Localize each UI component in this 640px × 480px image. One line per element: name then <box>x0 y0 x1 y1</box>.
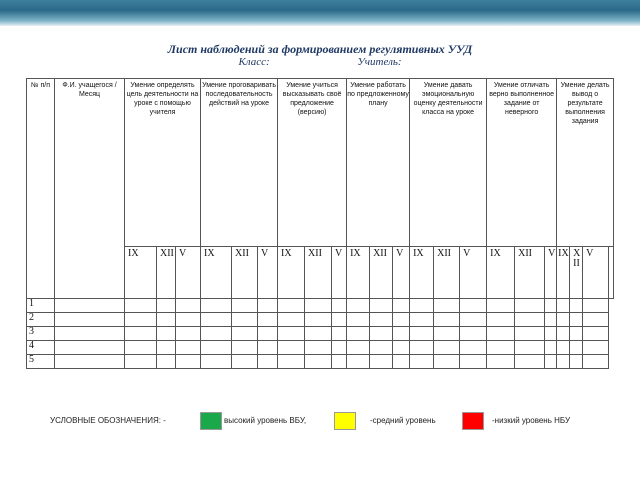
observation-cell[interactable] <box>278 299 305 313</box>
observation-cell[interactable] <box>232 355 258 369</box>
observation-cell[interactable] <box>487 355 515 369</box>
observation-cell[interactable] <box>370 313 393 327</box>
observation-cell[interactable] <box>460 355 487 369</box>
observation-cell[interactable] <box>545 327 557 341</box>
legend-mid-label: -средний уровень <box>370 416 436 425</box>
observation-cell[interactable] <box>157 313 176 327</box>
observation-cell[interactable] <box>557 299 570 313</box>
observation-cell[interactable] <box>434 299 460 313</box>
student-name-cell[interactable] <box>55 341 125 355</box>
row-number: 3 <box>27 327 55 341</box>
legend-swatch-mid <box>334 412 356 430</box>
student-name-cell[interactable] <box>55 355 125 369</box>
observation-cell[interactable] <box>370 299 393 313</box>
month-header: IX <box>487 247 515 299</box>
month-header: IX <box>201 247 232 299</box>
student-name-header: Ф.И. учащегося /Месяц <box>55 79 125 299</box>
month-header: V <box>583 247 609 299</box>
observation-cell[interactable] <box>515 327 545 341</box>
observation-cell[interactable] <box>557 355 570 369</box>
month-header: XII <box>305 247 332 299</box>
observation-cell[interactable] <box>258 299 278 313</box>
legend-swatch-low <box>462 412 484 430</box>
observation-cell[interactable] <box>232 341 258 355</box>
month-header: V <box>393 247 410 299</box>
observation-cell[interactable] <box>583 327 609 341</box>
month-header: XII <box>515 247 545 299</box>
observation-cell[interactable] <box>393 313 410 327</box>
student-name-cell[interactable] <box>55 313 125 327</box>
skill-header: Умение делать вывод о результате выполнения задания <box>557 79 614 247</box>
observation-cell[interactable] <box>347 313 370 327</box>
observation-cell[interactable] <box>332 299 347 313</box>
observation-cell[interactable] <box>393 341 410 355</box>
observation-cell[interactable] <box>157 355 176 369</box>
observation-cell[interactable] <box>570 341 583 355</box>
month-header: V <box>176 247 201 299</box>
row-number: 1 <box>27 299 55 313</box>
observation-cell[interactable] <box>332 355 347 369</box>
observation-cell[interactable] <box>434 341 460 355</box>
observation-cell[interactable] <box>157 299 176 313</box>
month-header: V <box>460 247 487 299</box>
skill-header: Умение определять цель деятельности на уроке с помощью учителя <box>125 79 201 247</box>
class-label: Класс: <box>238 56 270 68</box>
observation-cell[interactable] <box>370 355 393 369</box>
row-number: 4 <box>27 341 55 355</box>
observation-cell[interactable] <box>570 327 583 341</box>
month-header: IX <box>278 247 305 299</box>
observation-cell[interactable] <box>393 299 410 313</box>
observation-table <box>26 78 614 369</box>
observation-cell[interactable] <box>201 313 232 327</box>
observation-cell[interactable] <box>515 299 545 313</box>
skill-header: Умение проговаривать последовательность действий на уроке <box>201 79 278 247</box>
observation-cell[interactable] <box>583 313 609 327</box>
observation-cell[interactable] <box>332 313 347 327</box>
skill-header: Умение давать эмоциональную оценку деятельности класса на уроке <box>410 79 487 247</box>
observation-cell[interactable] <box>176 299 201 313</box>
row-number: 5 <box>27 355 55 369</box>
observation-cell[interactable] <box>157 341 176 355</box>
month-header: IX <box>557 247 570 299</box>
observation-cell[interactable] <box>515 313 545 327</box>
table-row <box>27 327 614 341</box>
legend-low-label: -низкий уровень НБУ <box>492 416 571 425</box>
month-header: XII <box>370 247 393 299</box>
legend <box>50 412 630 432</box>
observation-cell[interactable] <box>545 341 557 355</box>
observation-cell[interactable] <box>410 313 434 327</box>
observation-cell[interactable] <box>201 355 232 369</box>
observation-cell[interactable] <box>515 355 545 369</box>
observation-cell[interactable] <box>157 327 176 341</box>
observation-cell[interactable] <box>332 327 347 341</box>
observation-cell[interactable] <box>370 327 393 341</box>
observation-cell[interactable] <box>258 313 278 327</box>
observation-cell[interactable] <box>410 341 434 355</box>
observation-cell[interactable] <box>125 313 157 327</box>
observation-cell[interactable] <box>176 341 201 355</box>
observation-cell[interactable] <box>258 355 278 369</box>
top-decorative-band <box>0 0 640 26</box>
observation-cell[interactable] <box>393 355 410 369</box>
observation-cell[interactable] <box>583 341 609 355</box>
observation-cell[interactable] <box>201 327 232 341</box>
observation-cell[interactable] <box>487 327 515 341</box>
observation-cell[interactable] <box>201 341 232 355</box>
observation-cell[interactable] <box>332 341 347 355</box>
observation-cell[interactable] <box>487 299 515 313</box>
observation-cell[interactable] <box>125 327 157 341</box>
observation-cell[interactable] <box>545 355 557 369</box>
observation-cell[interactable] <box>125 299 157 313</box>
observation-cell[interactable] <box>570 299 583 313</box>
observation-cell[interactable] <box>347 355 370 369</box>
month-header: V <box>258 247 278 299</box>
legend-title: УСЛОВНЫЕ ОБОЗНАЧЕНИЯ: - <box>50 416 166 425</box>
observation-cell[interactable] <box>305 341 332 355</box>
observation-cell[interactable] <box>410 299 434 313</box>
table-row <box>27 299 614 313</box>
observation-cell[interactable] <box>278 355 305 369</box>
month-header: IX <box>410 247 434 299</box>
observation-cell[interactable] <box>460 313 487 327</box>
month-header: V <box>332 247 347 299</box>
teacher-label: Учитель: <box>357 56 402 68</box>
month-header: IX <box>347 247 370 299</box>
skill-header: Умение отличать верно выполненное задание от неверного <box>487 79 557 247</box>
observation-cell[interactable] <box>125 355 157 369</box>
observation-cell[interactable] <box>515 341 545 355</box>
observation-cell[interactable] <box>557 313 570 327</box>
month-header: XII <box>570 247 583 299</box>
observation-cell[interactable] <box>487 341 515 355</box>
observation-cell[interactable] <box>305 313 332 327</box>
month-header: V <box>545 247 557 299</box>
table-row <box>27 355 614 369</box>
observation-cell[interactable] <box>545 299 557 313</box>
observation-cell[interactable] <box>232 299 258 313</box>
month-header: XII <box>434 247 460 299</box>
empty-cell <box>609 247 614 299</box>
observation-cell[interactable] <box>557 327 570 341</box>
observation-cell[interactable] <box>410 355 434 369</box>
observation-cell[interactable] <box>176 355 201 369</box>
month-header: XII <box>157 247 176 299</box>
observation-cell[interactable] <box>201 299 232 313</box>
observation-cell[interactable] <box>305 327 332 341</box>
observation-cell[interactable] <box>347 299 370 313</box>
legend-swatch-high <box>200 412 222 430</box>
observation-cell[interactable] <box>410 327 434 341</box>
observation-cell[interactable] <box>278 313 305 327</box>
table-row <box>27 313 614 327</box>
observation-cell[interactable] <box>370 341 393 355</box>
month-header: XII <box>232 247 258 299</box>
observation-cell[interactable] <box>347 341 370 355</box>
page-subtitle <box>0 56 640 68</box>
observation-cell[interactable] <box>487 313 515 327</box>
observation-cell[interactable] <box>278 327 305 341</box>
observation-cell[interactable] <box>258 327 278 341</box>
observation-cell[interactable] <box>460 341 487 355</box>
observation-cell[interactable] <box>258 341 278 355</box>
observation-cell[interactable] <box>305 299 332 313</box>
observation-cell[interactable] <box>176 313 201 327</box>
number-header: № п/п <box>27 79 55 299</box>
observation-cell[interactable] <box>434 355 460 369</box>
row-number: 2 <box>27 313 55 327</box>
skill-header: Умение работать по предложенному плану <box>347 79 410 247</box>
observation-cell[interactable] <box>570 355 583 369</box>
page-title: Лист наблюдений за формированием регулятивных УУД <box>167 42 473 56</box>
observation-cell[interactable] <box>347 327 370 341</box>
data-rows <box>27 299 614 369</box>
month-header: IX <box>125 247 157 299</box>
observation-cell[interactable] <box>125 341 157 355</box>
observation-cell[interactable] <box>557 341 570 355</box>
observation-cell[interactable] <box>570 313 583 327</box>
observation-cell[interactable] <box>305 355 332 369</box>
observation-cell[interactable] <box>434 313 460 327</box>
observation-cell[interactable] <box>460 299 487 313</box>
table-row <box>27 341 614 355</box>
observation-cell[interactable] <box>176 327 201 341</box>
student-name-cell[interactable] <box>55 327 125 341</box>
observation-cell[interactable] <box>583 355 609 369</box>
observation-cell[interactable] <box>232 313 258 327</box>
observation-cell[interactable] <box>545 313 557 327</box>
student-name-cell[interactable] <box>55 299 125 313</box>
observation-cell[interactable] <box>393 327 410 341</box>
observation-cell[interactable] <box>278 341 305 355</box>
observation-cell[interactable] <box>583 299 609 313</box>
observation-cell[interactable] <box>434 327 460 341</box>
skill-header: Умение учиться высказывать своё предложение (версию) <box>278 79 347 247</box>
observation-cell[interactable] <box>232 327 258 341</box>
observation-cell[interactable] <box>460 327 487 341</box>
legend-high-label: высокий уровень ВБУ, <box>224 416 307 425</box>
